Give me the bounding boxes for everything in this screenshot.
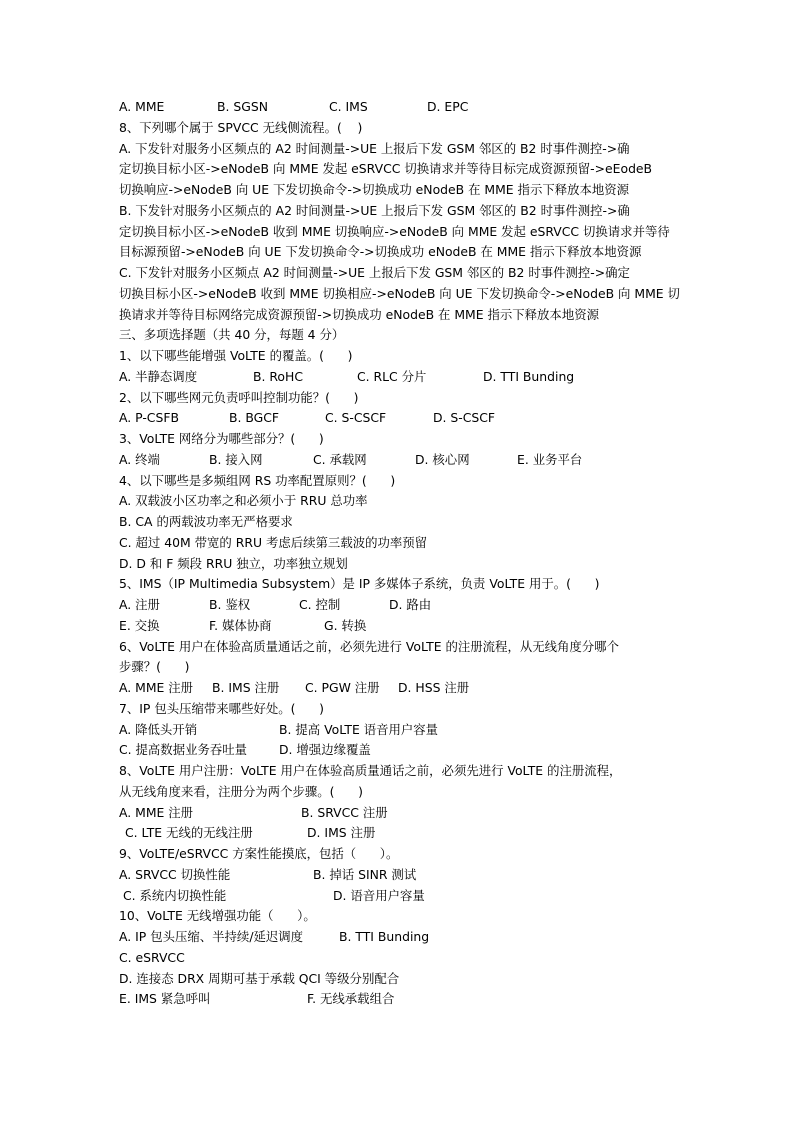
text-line: A. 双载波小区功率之和必须小于 RRU 总功率 — [119, 493, 368, 509]
options-line — [119, 616, 679, 637]
options-line — [119, 367, 679, 388]
options-line — [119, 740, 679, 761]
text-line: 7、IP 包头压缩带来哪些好处。( ) — [119, 700, 324, 716]
text-line: C. eSRVCC — [119, 949, 185, 965]
text-line: A. 下发针对服务小区频点的 A2 时间测量->UE 上报后下发 GSM 邻区的 B2 时事件测控->确 — [119, 140, 630, 156]
answer-option: C. IMS — [329, 99, 368, 114]
options-line — [119, 678, 679, 699]
text-line: 2、以下哪些网元负责呼叫控制功能？( ) — [119, 389, 359, 405]
answer-option: C. PGW 注册 — [305, 680, 380, 695]
options-line — [119, 97, 679, 118]
options-line — [119, 408, 679, 429]
answer-option: D. 核心网 — [415, 451, 470, 467]
answer-option: B. 提高 VoLTE 语音用户容量 — [279, 721, 439, 737]
text-line: 换请求并等待目标网络完成资源预留->切换成功 eNodeB 在 MME 指示下释放本地资源 — [119, 306, 599, 322]
options-line — [119, 927, 679, 948]
answer-option: B. SRVCC 注册 — [301, 804, 388, 820]
answer-option: A. 半静态调度 — [119, 368, 198, 384]
text-line: 从无线角度来看，注册分为两个步骤。( ) — [119, 783, 363, 799]
answer-option: B. IMS 注册 — [212, 680, 280, 695]
answer-option: A. 注册 — [119, 597, 160, 612]
answer-option: A. MME 注册 — [119, 680, 194, 695]
answer-option: D. HSS 注册 — [398, 680, 470, 695]
answer-option: B. BGCF — [229, 410, 280, 426]
answer-option: B. TTI Bunding — [339, 929, 430, 944]
text-line: 目标源预留->eNodeB 向 UE 下发切换命令->切换成功 eNodeB 在 MME 指示下释放本地资源 — [119, 244, 642, 260]
answer-option: C. 系统内切换性能 — [123, 887, 227, 903]
document-page — [119, 97, 679, 1010]
answer-option: C. S-CSCF — [325, 410, 387, 426]
options-line — [119, 865, 679, 886]
answer-option: C. LTE 无线的无线注册 — [125, 825, 253, 841]
answer-option: A. MME 注册 — [119, 804, 194, 820]
answer-option: B. 接入网 — [209, 451, 263, 467]
text-line: D. 连接态 DRX 周期可基于承载 QCI 等级分别配合 — [119, 970, 400, 986]
text-line: 3、VoLTE 网络分为哪些部分？( ) — [119, 431, 324, 446]
answer-option: B. SGSN — [217, 99, 268, 114]
text-line: 6、VoLTE 用户在体验高质量通话之前，必须先进行 VoLTE 的注册流程，从无线角度分哪个 — [119, 638, 619, 654]
answer-option: C. RLC 分片 — [357, 368, 427, 384]
text-line: 定切换目标小区->eNodeB 收到 MME 切换响应->eNodeB 向 MME 发起 eSRVCC 切换请求并等待 — [119, 223, 670, 239]
options-line — [119, 803, 679, 824]
text-line: 4、以下哪些是多频组网 RS 功率配置原则？( ) — [119, 472, 396, 488]
answer-option: A. P-CSFB — [119, 410, 179, 426]
text-line: 10、VoLTE 无线增强功能（ ）。 — [119, 908, 316, 924]
answer-option: D. 增强边缘覆盖 — [279, 742, 371, 758]
text-line: 5、IMS（IP Multimedia Subsystem）是 IP 多媒体子系统，负责 VoLTE 用于。( ) — [119, 576, 600, 592]
answer-option: D. 语音用户容量 — [333, 887, 425, 903]
answer-option: A. IP 包头压缩、半持续/延迟调度 — [119, 929, 304, 944]
answer-option: E. 业务平台 — [517, 451, 583, 467]
answer-option: A. MME — [119, 99, 165, 114]
answer-option: G. 转换 — [324, 617, 367, 633]
answer-option: F. 媒体协商 — [209, 617, 272, 633]
text-line: C. 下发针对服务小区频点 A2 时间测量->UE 上报后下发 GSM 邻区的 B2 时事件测控->确定 — [119, 265, 630, 280]
answer-option: A. 终端 — [119, 451, 160, 467]
options-line — [119, 989, 679, 1010]
options-line — [119, 595, 679, 616]
answer-option: F. 无线承载组合 — [307, 991, 395, 1007]
answer-option: D. S-CSCF — [433, 410, 496, 426]
text-line: C. 超过 40M 带宽的 RRU 考虑后续第三载波的功率预留 — [119, 534, 428, 550]
text-line: 8、VoLTE 用户注册：VoLTE 用户在体验高质量通话之前，必须先进行 VoLTE 的注册流程， — [119, 763, 622, 778]
answer-option: D. 路由 — [389, 597, 432, 612]
text-line: 切换响应->eNodeB 向 UE 下发切换命令->切换成功 eNodeB 在 MME 指示下释放本地资源 — [119, 182, 630, 197]
options-line — [119, 450, 679, 471]
options-line — [119, 720, 679, 741]
answer-option: B. 掉话 SINR 测试 — [313, 866, 417, 882]
text-line: D. D 和 F 频段 RRU 独立，功率独立规划 — [119, 555, 348, 571]
text-line: 8、下列哪个属于 SPVCC 无线侧流程。( ) — [119, 119, 363, 135]
answer-option: A. SRVCC 切换性能 — [119, 866, 231, 882]
answer-option: C. 控制 — [299, 597, 341, 612]
answer-option: E. IMS 紧急呼叫 — [119, 991, 211, 1007]
answer-option: A. 降低头开销 — [119, 721, 198, 737]
answer-option: D. EPC — [427, 99, 469, 114]
options-line — [119, 886, 679, 907]
text-line: B. 下发针对服务小区频点的 A2 时间测量->UE 上报后下发 GSM 邻区的 B2 时事件测控->确 — [119, 202, 630, 218]
options-line — [119, 823, 679, 844]
text-line: B. CA 的两载波功率无严格要求 — [119, 514, 293, 529]
answer-option: D. IMS 注册 — [307, 825, 376, 841]
answer-option: C. 提高数据业务吞吐量 — [119, 742, 248, 758]
text-line: 步骤？( ) — [119, 659, 190, 675]
text-line: 定切换目标小区->eNodeB 向 MME 发起 eSRVCC 切换请求并等待目标完成资源预留->eEodeB — [119, 161, 653, 177]
text-line: 切换目标小区->eNodeB 收到 MME 切换相应->eNodeB 向 UE 下发切换命令->eNodeB 向 MME 切 — [119, 285, 680, 301]
text-line: 1、以下哪些能增强 VoLTE 的覆盖。( ) — [119, 348, 353, 363]
answer-option: D. TTI Bunding — [483, 368, 575, 384]
answer-option: E. 交换 — [119, 617, 160, 633]
answer-option: B. 鉴权 — [209, 597, 251, 612]
answer-option: C. 承载网 — [313, 451, 367, 467]
text-line: 9、VoLTE/eSRVCC 方案性能摸底，包括（ ）。 — [119, 846, 399, 861]
answer-option: B. RoHC — [253, 368, 303, 384]
text-line: 三、多项选择题（共 40 分，每题 4 分） — [119, 327, 345, 343]
